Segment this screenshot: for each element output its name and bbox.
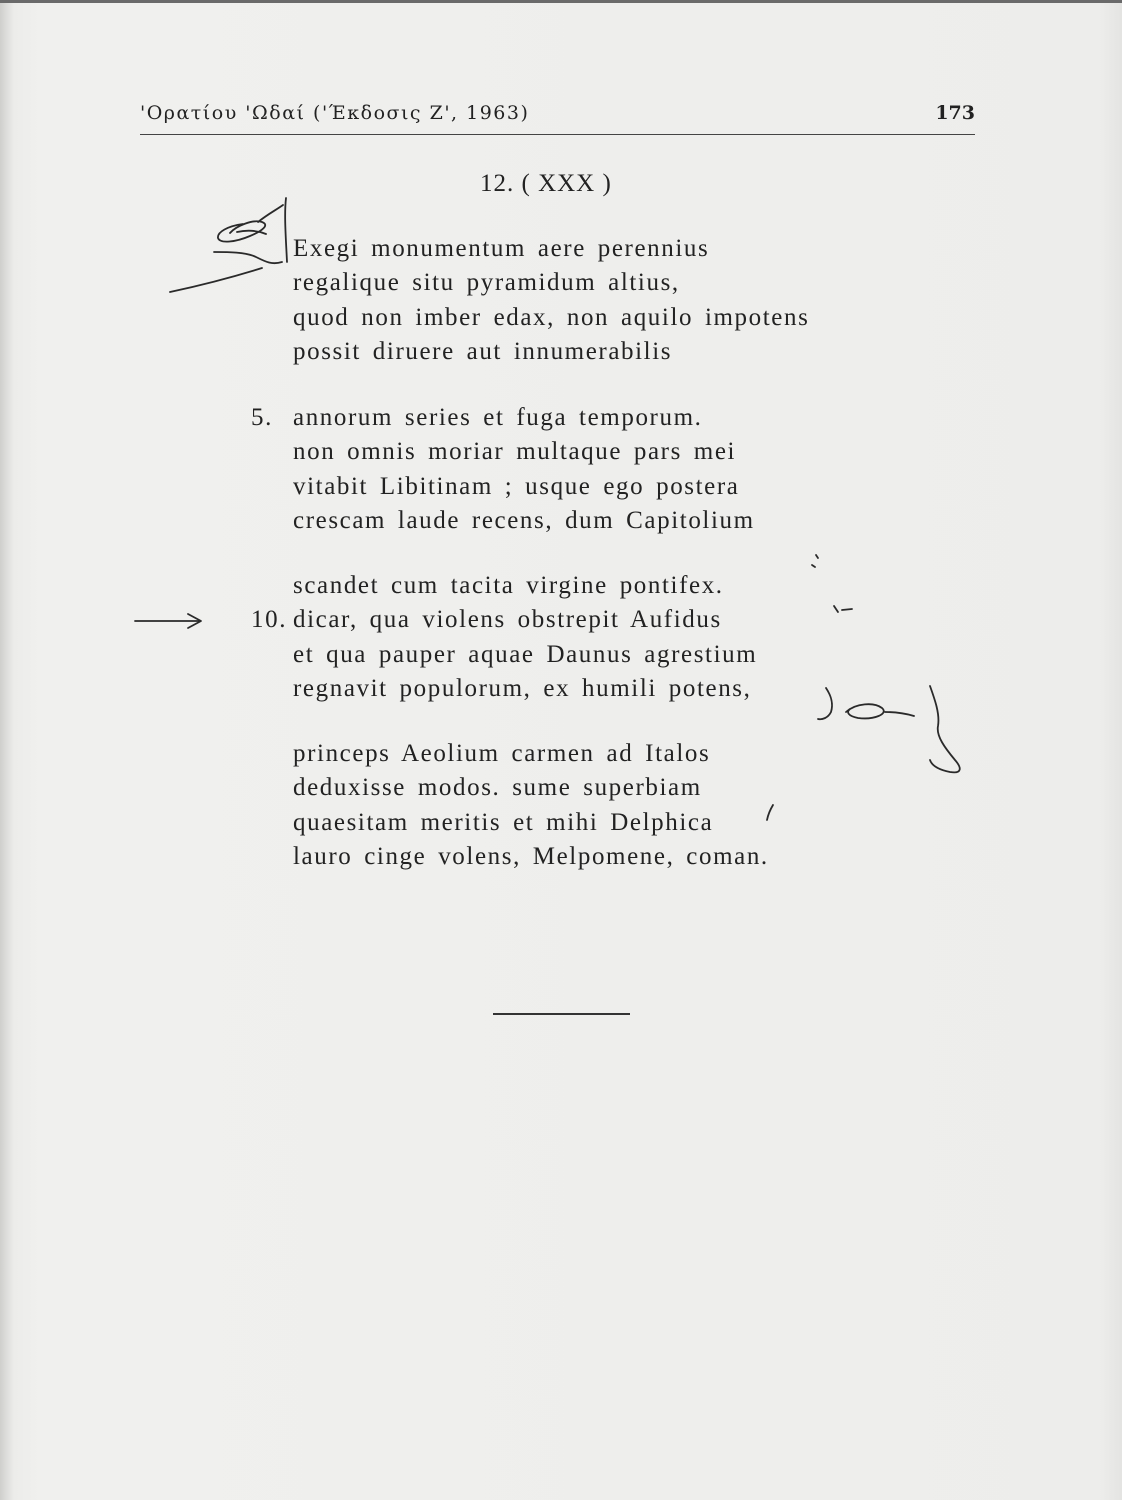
verse-line: quod non imber edax, non aquilo impotens xyxy=(293,303,810,331)
verse-line: non omnis moriar multaque pars mei xyxy=(293,438,737,466)
verse-line: regalique situ pyramidum altius, xyxy=(293,269,680,297)
stray-pen-marks xyxy=(767,555,852,820)
verse-line: crescam laude recens, dum Capitolium xyxy=(293,506,755,534)
verse-line: princeps Aeolium carmen ad Italos xyxy=(293,740,711,767)
verse-line: quaesitam meritis et mihi Delphica xyxy=(293,808,714,836)
verse-line: deduxisse modos. sume superbiam xyxy=(293,774,702,802)
line-number: 10. xyxy=(251,606,288,634)
signature-mark-right xyxy=(818,686,960,772)
verse-line: regnavit populorum, ex humili potens, xyxy=(293,674,752,702)
arrow-mark xyxy=(135,614,201,628)
signature-mark-top xyxy=(170,198,287,292)
verse-line: scandet cum tacita virgine pontifex. xyxy=(293,572,724,599)
verse-text: annorum series et fuga temporum. xyxy=(293,404,703,431)
verse-line: lauro cinge volens, Melpomene, coman. xyxy=(293,842,769,870)
verse-line: Exegi monumentum aere perennius xyxy=(293,235,710,262)
verse-line: et qua pauper aquae Daunus agrestium xyxy=(293,640,758,668)
line-number: 5. xyxy=(251,404,273,431)
verse-line: possit diruere aut innumerabilis xyxy=(293,337,673,365)
verse-text: dicar, qua violens obstrepit Aufidus xyxy=(293,606,722,634)
verse-line: vitabit Libitinam ; usque ego postera xyxy=(293,472,740,500)
ode-title: 12. ( XXX ) xyxy=(480,170,612,197)
running-title: 'Ορατίου 'Ωδαί ('Έκδοσις Ζ', 1963) xyxy=(140,102,530,124)
page-number: 173 xyxy=(935,102,975,124)
